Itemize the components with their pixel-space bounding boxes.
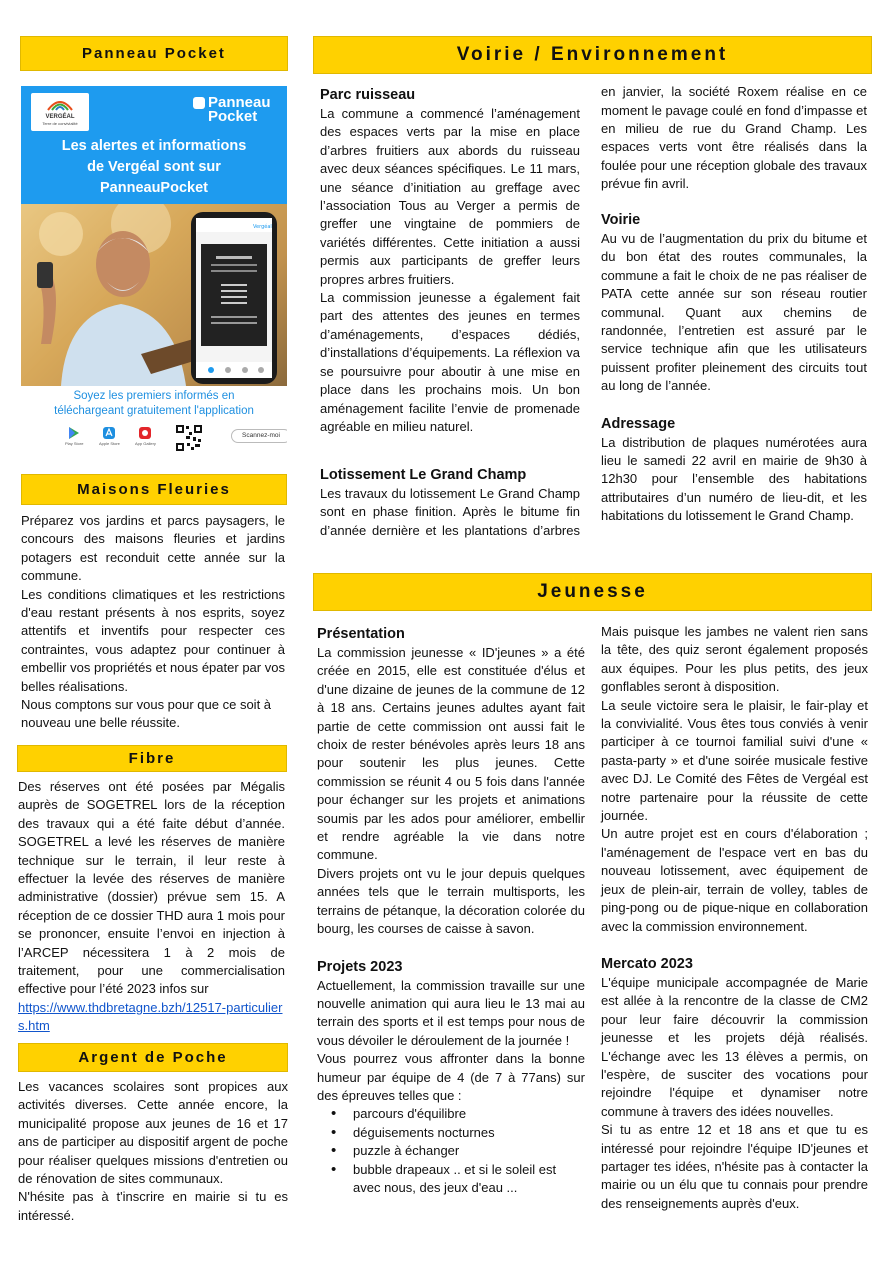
section-title: Argent de Poche <box>78 1049 228 1066</box>
app-gallery-icon <box>138 426 152 440</box>
paragraph: La commission jeunesse a également fait part des attentes des jeunes en termes d’aménagements, d’espaces dédiés, d’installations d’équipements. La réflexion va se poursuivre pour aboutir à une mise en place dans les prochains mois. Un bon aménagement facilite l’envie de promenade agréable en milieu naturel. <box>320 290 580 434</box>
brand-line-2: Pocket <box>208 108 258 125</box>
section-banner-fibre <box>17 745 287 772</box>
section-title: Jeunesse <box>537 581 648 602</box>
paragraph: La commune a commencé l’aménagement des espaces verts par la mise en place d’arbres fruitiers aux abords du ruisseau avec deux séances spécifiques. Le 11 mars, une séance d’initiation au greffage avec l’association Tous au Verger a permis de greffer une vingtaine de pommiers de variétés différentes. Cette initiation a aussi permis aux participants de greffer leurs propres arbres fruitiers. <box>320 106 580 287</box>
app-gallery-badge[interactable] <box>135 426 156 446</box>
fibre-text <box>18 778 285 1036</box>
paragraph: Les conditions climatiques et les restrictions d'eau restant présents à nos esprits, soyez attentifs et inventifs pour respecter ces contraintes, vous adaptez pour continuer à embellir vos propriétés et nous épater par vos belles réalisations. <box>21 586 285 694</box>
paragraph: La seule victoire sera le plaisir, le fair-play et la convivialité. Vous êtes tous conviés à venir participer à ce tournoi familial suivi d'une « pasta-party » et d'une soirée musicale festive avec DJ. Le Comité des Fêtes de Vergéal est notre partenaire pour la réussite de cette journée. <box>601 697 868 824</box>
section-title: Maisons Fleuries <box>77 481 231 498</box>
voirie-right-column <box>601 82 867 526</box>
play-store-icon <box>67 426 81 440</box>
paragraph: L'équipe municipale accompagnée de Marie est allée à la rencontre de la classe de CM2 pour leur faire découvrir la commission jeunesse et les projets déjà réalisés. L'échange avec les 13 élèves a permis, on l'espère, de susciter des vocations pour rejoindre l'équipe et dynamiser notre commune à travers des idées nouvelles. <box>601 974 868 1119</box>
thd-bretagne-link[interactable]: https://www.thdbretagne.bzh/12517-particuliers.htm <box>18 999 283 1034</box>
maisons-fleuries-text <box>21 512 285 733</box>
paragraph: Mais puisque les jambes ne valent rien sans la tête, des quiz seront également proposés aux équipes. Pour les plus petits, des jeux gonflables seront à disposition. <box>601 624 868 695</box>
section-banner-panneau-pocket <box>20 36 288 71</box>
section-banner-voirie <box>313 36 872 74</box>
paragraph: Les travaux du lotissement Le Grand Champ sont en phase finition. Après le bitume fin d’année dernière et les plantations d’arbres <box>320 486 580 538</box>
brand-line-1: Panneau <box>208 94 271 111</box>
qr-code-icon <box>175 424 203 452</box>
lotissement-block <box>320 465 580 540</box>
store-label: Play Store <box>65 441 84 446</box>
paragraph: Actuellement, la commission travaille sur une nouvelle animation qui aura lieu le 13 mai au terrain des sports et il est temps pour nous de vous dévoiler le déroulement de la journée ! <box>317 977 585 1048</box>
ad-subtitle-line: téléchargeant gratuitement l'application <box>54 405 254 417</box>
jeunesse-left-column <box>317 624 585 1197</box>
jeunesse-right-column <box>601 623 868 1213</box>
section-title: Fibre <box>128 750 176 767</box>
play-store-badge[interactable] <box>65 426 83 446</box>
ad-subtitle-line: Soyez les premiers informés en <box>73 390 235 402</box>
subsection-title: Mercato 2023 <box>601 955 693 972</box>
list-item: • bubble drapeaux .. et si le soleil est avec nous, des jeux d'eau ... <box>337 1161 585 1198</box>
ad-title-line: PanneauPocket <box>100 180 208 196</box>
paragraph: La commission jeunesse « ID'jeunes » a été créée en 2015, elle est constituée d'élus et d'une dizaine de jeunes de la commune de 12 à 18 ans. Certains jeunes adultes ayant fait partie de cette commission ont aussi fait le choix de rester bénévoles après leurs 18 ans pour soutenir les plus jeunes. Cette commission se réunit 4 ou 5 fois dans l'année pour échanger sur les projets et animations soumis par les ados pour améliorer, embellir et rendre agréable la vie dans notre commune. <box>317 645 585 863</box>
paragraph: Vous pourrez vous affronter dans la bonne humeur par équipe de 4 (de 7 à 77ans) sur des épreuves telles que : <box>317 1051 585 1103</box>
epreuves-list <box>317 1105 585 1197</box>
subsection-title: Parc ruisseau <box>320 87 416 103</box>
list-item: • parcours d'équilibre <box>337 1105 585 1123</box>
paragraph: Divers projets ont vu le jour depuis quelques années tels que le terrain multisports, les terrains de pétanque, la décoration colorée du bourg, les courses de caisse à savon. <box>317 865 585 937</box>
paragraph: Préparez vos jardins et parcs paysagers, le concours des maisons fleuries et jardins potagers est reconduit cette année sur la commune. <box>21 513 285 584</box>
section-banner-jeunesse <box>313 573 872 611</box>
app-store-icon <box>102 426 116 440</box>
logo-subtext: Terre de convivialité <box>42 121 78 126</box>
ad-header <box>21 86 287 204</box>
ad-photo <box>21 204 287 386</box>
subsection-title: Présentation <box>317 626 405 642</box>
subsection-title: Adressage <box>601 415 676 432</box>
subsection-title: Voirie <box>601 212 641 228</box>
phone-header-text: Vergéal <box>253 224 272 230</box>
subsection-title: Projets 2023 <box>317 958 403 975</box>
paragraph: N'hésite pas à t'inscrire en mairie si tu es intéressé. <box>18 1189 288 1223</box>
list-item: • puzzle à échanger <box>337 1142 585 1160</box>
paragraph: Nous comptons sur vous pour que ce soit à nouveau une belle réussite. <box>21 697 272 731</box>
man-with-phone-illustration <box>21 204 287 386</box>
ad-title-line: Les alertes et informations <box>61 138 247 154</box>
vergeal-logo-icon <box>45 96 75 112</box>
store-label: Apple Store <box>99 441 120 446</box>
voirie-left-column <box>320 85 580 436</box>
paragraph: Si tu as entre 12 et 18 ans et que tu es intéressé pour rejoindre l'équipe ID'jeunes et partager tes idées, n'hésite pas à contacter la mairie ou un élu que tu connais pour prendre des renseignements auprès d'eux. <box>601 1122 868 1211</box>
paragraph: La distribution de plaques numérotées aura lieu le samedi 22 avril en mairie de 9h30 à 12h30 pour l’ensemble des habitations attributaires d’un numéro de lieu-dit, et les habitations du lotissement le Grand Champ. <box>601 434 867 524</box>
paragraph-continuation: en janvier, la société Roxem réalise en ce moment le pavage coulé en fond d’impasse et en milieu de rue du Grand Champ. Les espaces verts vont être réalisés dans la foulée pour une réception globale des travaux prévue fin avril. <box>601 84 867 192</box>
ad-subtitle <box>21 389 287 419</box>
scan-me-button[interactable]: Scannez-moi <box>231 429 287 443</box>
paragraph: Les vacances scolaires sont propices aux activités diverses. Cette année encore, la municipalité propose aux jeunes de 16 et 17 ans de participer au dispositif argent de poche pour réaliser quelques missions d'entretien ou de rénovation de sites communaux. <box>18 1079 288 1187</box>
store-badges <box>65 426 280 456</box>
panneau-pocket-ad <box>21 86 287 459</box>
panneau-pocket-brand <box>193 96 271 124</box>
section-title: Panneau Pocket <box>82 45 226 62</box>
section-title: Voirie / Environnement <box>456 44 729 65</box>
paragraph: Des réserves ont été posées par Mégalis auprès de SOGETREL lors de la réception des travaux qui a été faite début d’année. SOGETREL a levé les réserves de manière technique sur le terrain, il leur reste à effectuer la levée des réserves de manière administrative (dossier) prévue sem 15. A réception de ce dossier THD aura 1 mois pour se prononcer, ensuite l’envoi en injection à l’ARCEP nécessitera 1 à 2 mois de traitement, pour une commercialisation effective pour l’été 2023 infos sur <box>18 779 285 997</box>
section-banner-maisons-fleuries <box>21 474 287 505</box>
apple-store-badge[interactable] <box>99 426 120 446</box>
store-label: App Gallery <box>135 441 156 446</box>
paragraph: Au vu de l’augmentation du prix du bitume et du bon état des routes communales, la commune a fait le choix de ne pas réaliser de PATA cette année sur son réseau routier communal. Quant aux chemins de randonnée, l’entretien est assuré par le service technique afin que les utilisateurs puissent profiter pleinement des circuits tout au long de l’année. <box>601 231 867 394</box>
lotissement-continuation <box>601 82 867 192</box>
list-item: • déguisements nocturnes <box>337 1124 585 1142</box>
ad-title <box>21 136 287 199</box>
vergeal-logo <box>31 93 89 131</box>
ad-title-line: de Vergéal sont sur <box>87 159 221 175</box>
argent-de-poche-text <box>18 1078 288 1225</box>
paragraph: Un autre projet est en cours d'élaboration ; l'aménagement de l'espace vert en bas du nouveau lotissement, avec équipement de jeux de plein-air, terrain de volley, tables de ping-pong ou de pique-nique en collaboration avec la commission environnement. <box>601 826 868 934</box>
logo-text: VERGÉAL <box>45 114 75 120</box>
panneau-pocket-icon <box>193 97 205 109</box>
subsection-title: Lotissement Le Grand Champ <box>320 467 527 483</box>
section-banner-argent-de-poche <box>18 1043 288 1072</box>
